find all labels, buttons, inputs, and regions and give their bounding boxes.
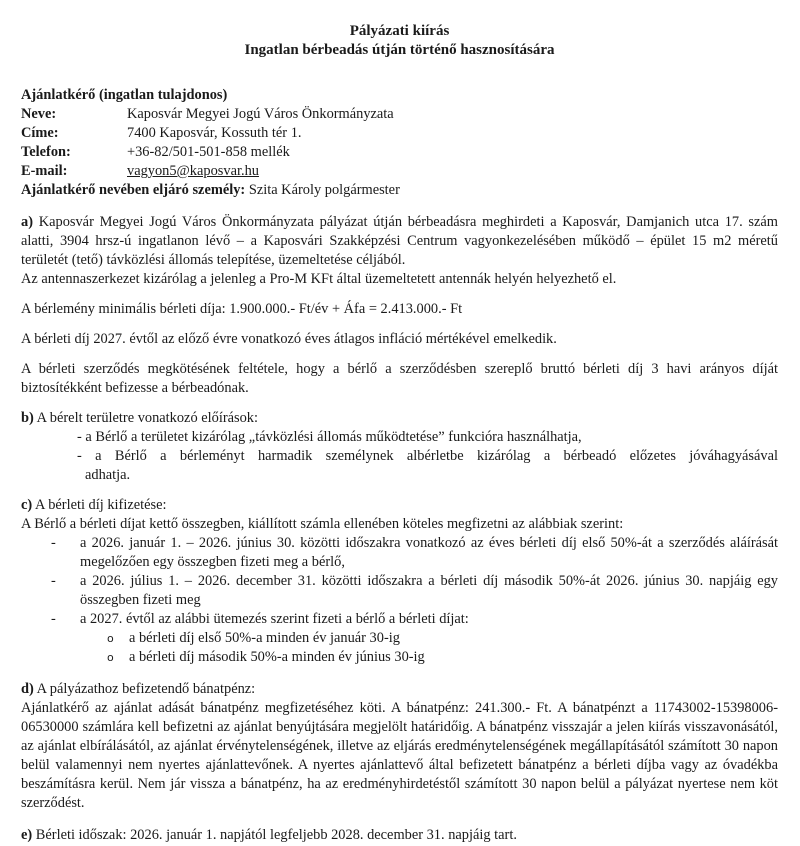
owner-details xyxy=(21,105,778,181)
inflation-note: A bérleti díj 2027. évtől az előző évre vonatkozó éves átlagos infláció mértékével emelkedik. xyxy=(21,331,557,347)
deposit-note: A bérleti szerződés megkötésének feltétele, hogy a bérlő a szerződésben szereplő bruttó bérleti díj 3 havi arányos díját biztosítékként befizesse a bérbeadónak. xyxy=(21,361,778,396)
section-b-rule-2: - a Bérlő a bérleményt harmadik személynek albérletbe kizárólag a bérbeadó előzetes jóváhagyásával xyxy=(77,448,778,464)
section-d xyxy=(21,680,778,813)
circle-bullet-icon: o xyxy=(107,632,114,645)
payment-item-text: a 2027. évtől az alábbi ütemezés szerint fizeti a bérlő a bérleti díjat: xyxy=(80,611,469,627)
section-c xyxy=(21,496,778,667)
schedule-item-text: a bérleti díj első 50%-a minden év január 30-ig xyxy=(129,630,400,646)
address-value: 7400 Kaposvár, Kossuth tér 1. xyxy=(127,125,302,141)
section-c-heading-line xyxy=(21,496,778,515)
owner-block xyxy=(21,86,778,200)
name-label: Neve: xyxy=(21,106,57,122)
section-b xyxy=(21,409,778,485)
payment-item-text: a 2026. július 1. – 2026. december 31. közötti időszakra a bérleti díj második 50%-át 2026. június 30. napjáig egy összegben fizeti meg xyxy=(80,573,778,608)
representative-line xyxy=(21,181,778,200)
email-link[interactable]: vagyon5@kaposvar.hu xyxy=(127,163,259,179)
section-b-rule-1: - a Bérlő a területet kizárólag „távközlési állomás működtetése” funkcióra használhatja, xyxy=(77,429,582,445)
document-title: Pályázati kiírás xyxy=(349,23,450,39)
section-a-text: Kaposvár Megyei Jogú Város Önkormányzata pályázat útján bérbeadásra meghirdeti a Kaposvár, Damjanich utca 17. szám alatti, 3904 hrsz-ú ingatlanon lévő – a Kaposvári Szakképzési Centrum vagyonkezelésében működő – épület 15 m2 méretű területét (tető) távközlési állomás telepítése, üzemeltetése céljából. xyxy=(21,214,778,268)
section-c-letter: c) xyxy=(21,497,33,513)
document-subtitle: Ingatlan bérbeadás útján történő hasznosítására xyxy=(244,42,555,58)
representative-value: Szita Károly polgármester xyxy=(248,182,400,198)
list-item xyxy=(21,648,778,667)
dash-marker: - xyxy=(51,535,56,551)
section-b-heading: A bérelt területre vonatkozó előírások: xyxy=(36,410,258,426)
section-e-text: Bérleti időszak: 2026. január 1. napjától legfeljebb 2028. december 31. napjáig tart. xyxy=(35,827,517,843)
section-a-letter: a) xyxy=(21,214,33,230)
payment-item-text: a 2026. január 1. – 2026. június 30. közötti időszakra vonatkozó az éves bérleti díj első 50%-át a szerződés aláírását megelőzően egy összegben fizeti meg a bérlő, xyxy=(80,535,778,570)
phone-label: Telefon: xyxy=(21,144,71,160)
list-item xyxy=(21,629,778,648)
circle-bullet-icon: o xyxy=(107,651,114,664)
section-d-heading: A pályázathoz befizetendő bánatpénz: xyxy=(36,681,256,697)
section-b-rule-2-continued: adhatja. xyxy=(85,467,131,483)
minimum-rent: A bérlemény minimális bérleti díja: 1.900.000.- Ft/év + Áfa = 2.413.000.- Ft xyxy=(21,301,463,317)
phone-value: +36-82/501-501-858 mellék xyxy=(127,144,290,160)
annual-schedule-list xyxy=(21,629,778,667)
list-item xyxy=(21,572,778,610)
name-value: Kaposvár Megyei Jogú Város Önkormányzata xyxy=(127,106,394,122)
list-item xyxy=(21,610,778,629)
section-c-heading: A bérleti díj kifizetése: xyxy=(35,497,167,513)
section-e xyxy=(21,826,778,845)
address-label: Címe: xyxy=(21,125,59,141)
list-item xyxy=(21,534,778,572)
schedule-item-text: a bérleti díj második 50%-a minden év június 30-ig xyxy=(129,649,425,665)
section-c-intro: A Bérlő a bérleti díjat kettő összegben, kiállított számla ellenében köteles megfizetni az alábbiak szerint: xyxy=(21,516,624,532)
dash-marker: - xyxy=(51,611,56,627)
section-d-text: Ajánlatkérő az ajánlat adását bánatpénz megfizetéséhez köti. A bánatpénz: 241.300.- Ft. A bánatpénzt a 11743002-15398006-06530000 számlára kell befizetni az ajánlat benyújtására megjelölt határidőig. A bánatpénz visszajár a jelen kiírás visszavonásától, az ajánlat elbírálásától, az ajánlat érvénytelenségének, illetve az eljárás eredménytelenségének megállapításától számított 30 napon belül valamennyi nem nyertes ajánlattevőnek. A nyertes ajánlattevő által befizetett bánatpénz a bérleti díjba vagy az óvadékba beszámításra kerül. Nem jár vissza a bánatpénz, ha az eredményhirdetéstől számított 30 napon belül a pályázat nyertese nem köt szerződést. xyxy=(21,700,778,811)
dash-marker: - xyxy=(51,573,56,589)
section-e-letter: e) xyxy=(21,827,33,843)
section-a-antenna-note: Az antennaszerkezet kizárólag a jelenleg a Pro-M KFt által üzemeltetett antennák helyén helyezhető el. xyxy=(21,271,617,287)
section-d-heading-line xyxy=(21,680,778,699)
section-b-rules xyxy=(21,428,778,485)
representative-label: Ajánlatkérő nevében eljáró személy: xyxy=(21,182,246,198)
section-b-letter: b) xyxy=(21,410,34,426)
owner-heading: Ajánlatkérő (ingatlan tulajdonos) xyxy=(21,87,228,103)
section-b-heading-line xyxy=(21,409,778,428)
email-label: E-mail: xyxy=(21,163,68,179)
section-a-paragraph xyxy=(21,213,778,270)
section-d-letter: d) xyxy=(21,681,34,697)
payment-schedule-list xyxy=(21,534,778,629)
